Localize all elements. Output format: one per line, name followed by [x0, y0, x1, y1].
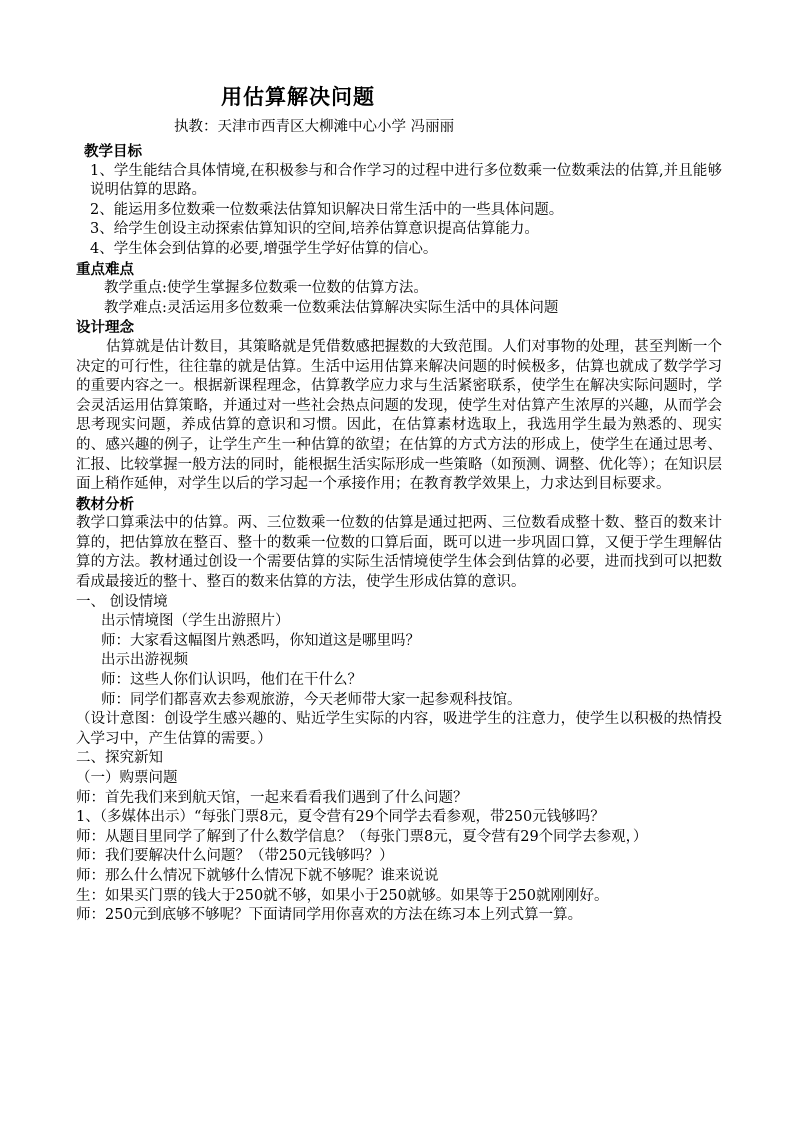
section1-line: 师：同学们都喜欢去参观旅游，今天老师带大家一起参观科技馆。: [101, 691, 522, 708]
analysis-paragraph: 教学口算乘法中的估算。两、三位数乘一位数的估算是通过把两、三位数看成整十数、整百的数来计算的，把估算放在整百、整十的数乘一位数的口算后面，既可以进一步巩固口算，又便于学生理解估算的方法。教材通过创设一个需要估算的实际生活情境使学生体会到估算的必要，进而找到可以把数看成最接近的整十、整百的数来估算的方法，使学生形成估算的意识。: [76, 515, 722, 591]
goal-item: 3、给学生创设主动探索估算知识的空间,培养估算意识提高估算能力。: [90, 221, 539, 238]
section1-line: 师：这些人你们认识吗，他们在干什么？: [101, 672, 362, 689]
dialogue-line: 生：如果买门票的钱大于250就不够，如果小于250就够。如果等于250就刚刚好。: [76, 887, 609, 904]
dialogue-line: 师：那么什么情况下就够什么情况下就不够呢？谁来说说: [76, 867, 439, 884]
analysis-heading: 教材分析: [76, 495, 134, 513]
author-line: 执教：天津市西青区大柳滩中心小学 冯丽丽: [174, 119, 455, 135]
concept-heading: 设计理念: [76, 319, 134, 337]
section2-heading: 二、探究新知: [76, 750, 163, 767]
section1-heading: 一、 创设情境: [76, 593, 168, 610]
dialogue-line: 1、（多媒体出示）“每张门票8元，夏令营有29个同学去看参观，带250元钱够吗？: [76, 809, 605, 826]
goals-heading: 教学目标: [84, 143, 142, 160]
dialogue-line: 师：我们要解决什么问题？（带250元钱够吗？）: [76, 848, 394, 865]
dialogue-line: 师：250元到底够不够呢？下面请同学用你喜欢的方法在练习本上列式算一算。: [76, 907, 583, 924]
key-difficulty: 教学难点:灵活运用多位数乘一位数乘法估算解决实际生活中的具体问题: [104, 299, 559, 316]
section1-line: 出示情境图（学生出游照片）: [101, 613, 290, 630]
section1-line: 师：大家看这幅图片熟悉吗，你知道这是哪里吗？: [101, 632, 420, 649]
keypoints-heading: 重点难点: [76, 260, 134, 278]
goal-item: 2、能运用多位数乘一位数乘法估算知识解决日常生活中的一些具体问题。: [90, 201, 564, 218]
dialogue-line: 师：首先我们来到航天馆，一起来看看我们遇到了什么问题？: [76, 789, 468, 806]
concept-paragraph: 估算就是估计数目，其策略就是凭借数感把握数的大致范围。人们对事物的处理，甚至判断一个决定的可行性，往往靠的就是估算。生活中运用估算来解决问题的时候极多，估算也就成了数学学习的重要内容之一。根据新课程理念，估算教学应力求与生活紧密联系，使学生在解决实际问题时，学会灵活运用估算策略，并通过对一些社会热点问题的发现，使学生对估算产生浓厚的兴趣，从而学会思考现实问题，养成估算的意识和习惯。因此，在估算素材选取上，我选用学生最为熟悉的、现实的、感兴趣的例子，让学生产生一种估算的欲望；在估算的方式方法的形成上，使学生在通过思考、汇报、比较掌握一般方法的同时，能根据生活实际形成一些策略（如预测、调整、优化等）；在知识层面上稍作延伸，对学生以后的学习起一个承接作用；在教育教学效果上，力求达到目标要求。: [76, 338, 722, 493]
document-page: [76, 82, 722, 926]
goal-item: 4、学生体会到估算的必要,增强学生学好估算的信心。: [90, 240, 438, 257]
section1-line: 出示出游视频: [101, 652, 188, 669]
key-focus: 教学重点:使学生掌握多位数乘一位数的估算方法。: [104, 280, 428, 297]
design-intent: （设计意图：创设学生感兴趣的、贴近学生实际的内容，吸进学生的注意力，使学生以积极的热情投入学习中，产生估算的需要。）: [76, 711, 722, 747]
dialogue-line: 师：从题目里同学了解到了什么数学信息？（每张门票8元，夏令营有29个同学去参观，）: [76, 828, 648, 845]
document-title: 用估算解决问题: [221, 84, 375, 109]
section2-subheading: （一）购票问题: [76, 770, 178, 786]
goal-item: 1、学生能结合具体情境,在积极参与和合作学习的过程中进行多位数乘一位数乘法的估算,并且能够说明估算的思路。: [90, 162, 722, 199]
